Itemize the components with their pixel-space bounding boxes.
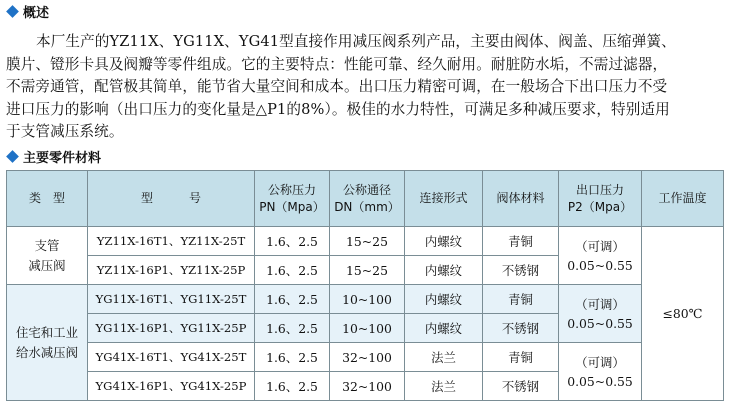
outlet-pressure-cell xyxy=(559,285,642,343)
type-cell-branch xyxy=(7,227,88,285)
model-cell: YZ11X-16T1、YZ11X-25T xyxy=(88,227,255,256)
header-pn xyxy=(255,171,330,227)
model-cell: YG41X-16P1、YG41X-25P xyxy=(88,372,255,401)
pn-cell: 1.6、2.5 xyxy=(255,343,330,372)
model-cell: YZ11X-16P1、YZ11X-25P xyxy=(88,256,255,285)
section-title: 主要零件材料 xyxy=(23,150,102,166)
model-cell: YG11X-16T1、YG11X-25T xyxy=(88,285,255,314)
material-cell: 不锈钢 xyxy=(483,256,559,285)
temperature-cell: ≤80℃ xyxy=(642,227,724,401)
connection-cell: 内螺纹 xyxy=(405,314,483,343)
dn-cell: 32~100 xyxy=(330,372,405,401)
header-dn-line2: DN（mm） xyxy=(334,199,400,214)
header-p2-line2: P2（Mpa） xyxy=(567,199,633,214)
connection-cell: 法兰 xyxy=(405,343,483,372)
material-cell: 青铜 xyxy=(483,227,559,256)
type-line: 支管 xyxy=(34,237,60,253)
connection-cell: 法兰 xyxy=(405,372,483,401)
type-line: 给水减压阀 xyxy=(16,344,78,360)
intro-paragraph xyxy=(6,31,726,144)
table-row xyxy=(7,343,724,372)
header-material: 阀体材料 xyxy=(483,171,559,227)
model-cell: YG11X-16P1、YG11X-25P xyxy=(88,314,255,343)
table-header-row xyxy=(7,171,724,227)
header-model: 型 号 xyxy=(88,171,255,227)
pn-cell: 1.6、2.5 xyxy=(255,372,330,401)
section-heading-materials xyxy=(6,147,101,165)
intro-line: 进口压力的影响（出口压力的变化量是△P1的8%）。极佳的水力特性，可满足多种减压要求，特别适用 xyxy=(6,100,670,118)
table-row xyxy=(7,227,724,256)
header-dn-line1: 公称通径 xyxy=(342,182,391,197)
header-dn xyxy=(330,171,405,227)
dn-cell: 15~25 xyxy=(330,227,405,256)
model-cell: YG41X-16T1、YG41X-25T xyxy=(88,343,255,372)
header-type: 类 型 xyxy=(7,171,88,227)
pn-cell: 1.6、2.5 xyxy=(255,256,330,285)
dn-cell: 15~25 xyxy=(330,256,405,285)
material-cell: 不锈钢 xyxy=(483,314,559,343)
material-cell: 青铜 xyxy=(483,343,559,372)
outlet-line: 0.05~0.55 xyxy=(567,315,633,331)
connection-cell: 内螺纹 xyxy=(405,227,483,256)
connection-cell: 内螺纹 xyxy=(405,256,483,285)
header-pn-line2: PN（Mpa） xyxy=(259,199,325,214)
dn-cell: 10~100 xyxy=(330,314,405,343)
type-cell-residential xyxy=(7,285,88,401)
dn-cell: 32~100 xyxy=(330,343,405,372)
outlet-line: （可调） xyxy=(575,296,625,312)
outlet-pressure-cell xyxy=(559,343,642,401)
header-p2-line1: 出口压力 xyxy=(575,182,624,197)
pn-cell: 1.6、2.5 xyxy=(255,314,330,343)
intro-line: 不需旁通管，配管极其简单，能节省大量空间和成本。出口压力精密可调，在一般场合下出口压力不受 xyxy=(6,78,668,96)
header-connection: 连接形式 xyxy=(405,171,483,227)
intro-line: 膜片、镫形卡具及阀瓣等零件组成。它的主要特点：性能可靠、经久耐用。耐脏防水垢，不需过滤器， xyxy=(6,55,668,73)
table-row xyxy=(7,285,724,314)
header-temp: 工作温度 xyxy=(642,171,724,227)
diamond-bullet-icon xyxy=(6,150,19,163)
pn-cell: 1.6、2.5 xyxy=(255,285,330,314)
materials-table xyxy=(6,170,724,401)
section-heading-overview xyxy=(6,2,49,20)
dn-cell: 10~100 xyxy=(330,285,405,314)
type-line: 减压阀 xyxy=(28,257,66,273)
outlet-pressure-cell xyxy=(559,227,642,285)
section-title: 概述 xyxy=(23,5,50,21)
connection-cell: 内螺纹 xyxy=(405,285,483,314)
material-cell: 不锈钢 xyxy=(483,372,559,401)
intro-line: 本厂生产的YZ11X、YG11X、YG41型直接作用减压阀系列产品，主要由阀体、阀盖、压缩弹簧、 xyxy=(36,33,676,50)
intro-line: 于支管减压系统。 xyxy=(6,123,124,141)
material-cell: 青铜 xyxy=(483,285,559,314)
diamond-bullet-icon xyxy=(6,5,19,18)
outlet-line: 0.05~0.55 xyxy=(567,373,633,389)
outlet-line: （可调） xyxy=(575,354,625,370)
header-p2 xyxy=(559,171,642,227)
outlet-line: （可调） xyxy=(575,238,625,254)
outlet-line: 0.05~0.55 xyxy=(567,257,633,273)
header-pn-line1: 公称压力 xyxy=(267,182,316,197)
type-line: 住宅和工业 xyxy=(16,324,78,340)
pn-cell: 1.6、2.5 xyxy=(255,227,330,256)
